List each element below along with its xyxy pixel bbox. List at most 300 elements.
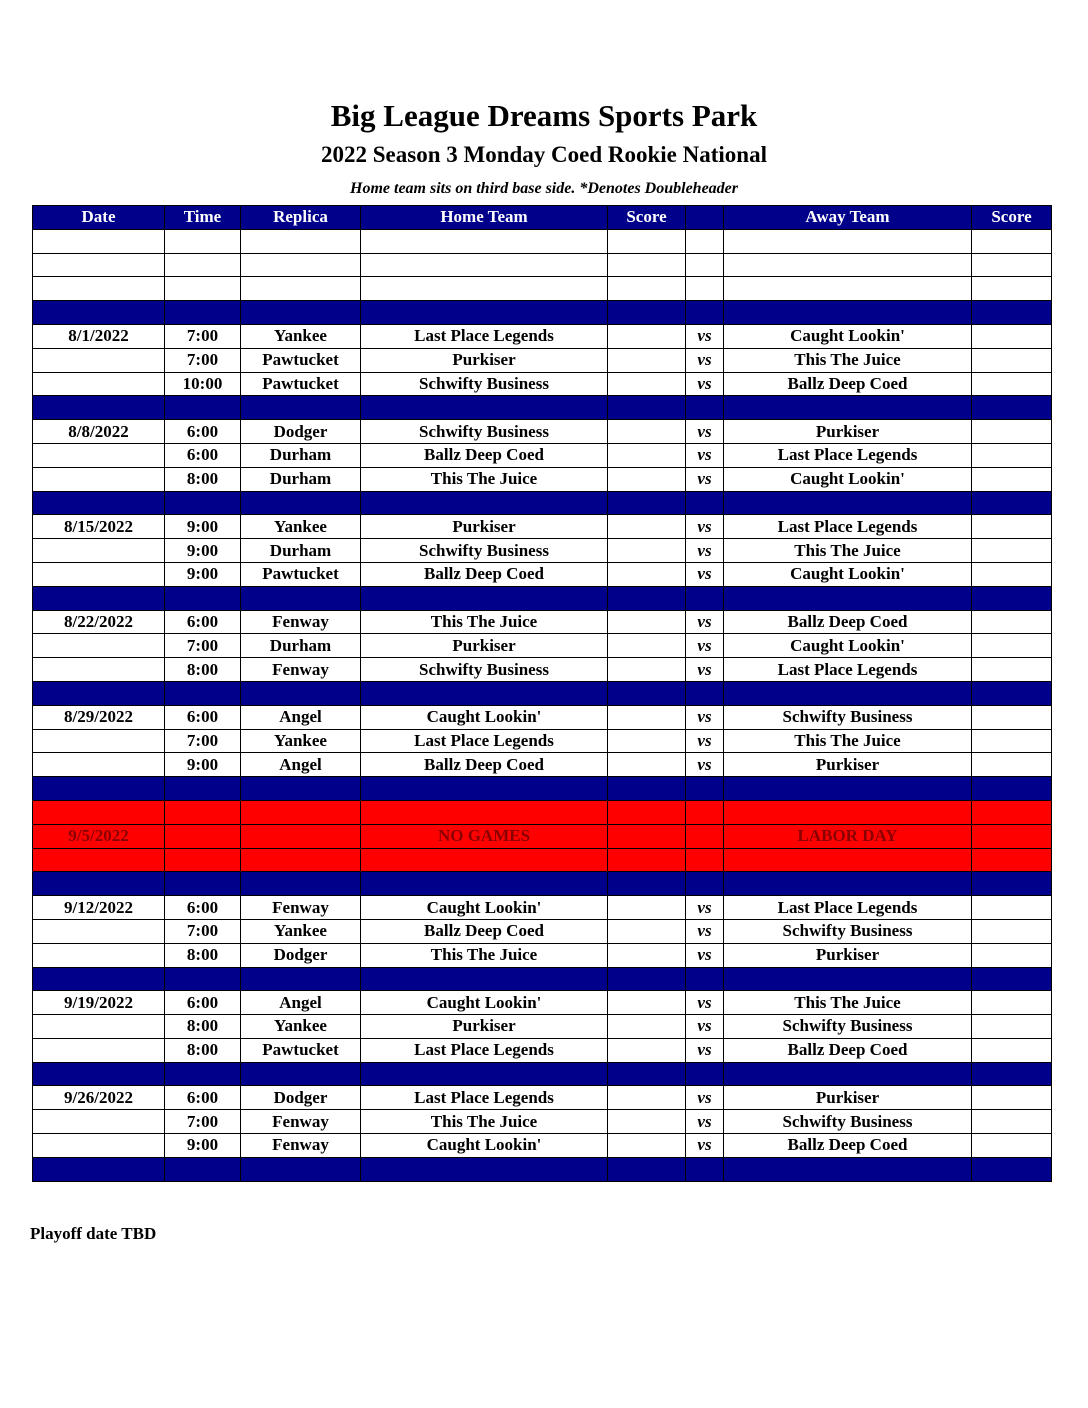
away-team-cell [724, 967, 972, 991]
week-separator-row [33, 491, 1052, 515]
vs-cell [686, 681, 724, 705]
away-score-cell [972, 729, 1052, 753]
replica-cell: Yankee [241, 515, 361, 539]
home-score-cell [608, 848, 686, 872]
away-team-cell [724, 777, 972, 801]
away-team-cell: Purkiser [724, 753, 972, 777]
replica-cell [241, 824, 361, 848]
away-team-cell: Purkiser [724, 943, 972, 967]
header-row [33, 206, 1052, 230]
vs-cell [686, 491, 724, 515]
time-cell: 7:00 [165, 729, 241, 753]
replica-cell [241, 1157, 361, 1181]
home-team-cell [361, 848, 608, 872]
home-score-cell [608, 681, 686, 705]
away-team-cell: Ballz Deep Coed [724, 372, 972, 396]
vs-cell: vs [686, 420, 724, 444]
away-team-cell [724, 301, 972, 325]
home-score-cell [608, 1157, 686, 1181]
home-score-cell [608, 872, 686, 896]
date-cell [33, 253, 165, 277]
home-score-cell [608, 800, 686, 824]
replica-cell [241, 253, 361, 277]
time-cell: 6:00 [165, 610, 241, 634]
home-score-cell [608, 991, 686, 1015]
away-team-cell [724, 229, 972, 253]
game-row [33, 443, 1052, 467]
date-cell [33, 1134, 165, 1158]
home-team-cell [361, 491, 608, 515]
vs-cell [686, 777, 724, 801]
time-cell: 8:00 [165, 658, 241, 682]
col-time: Time [165, 206, 241, 230]
date-cell [33, 539, 165, 563]
time-cell [165, 229, 241, 253]
replica-cell: Fenway [241, 658, 361, 682]
away-score-cell [972, 967, 1052, 991]
away-score-cell [972, 1062, 1052, 1086]
vs-cell: vs [686, 348, 724, 372]
home-team-cell: Last Place Legends [361, 729, 608, 753]
game-row [33, 348, 1052, 372]
blank-row [33, 277, 1052, 301]
page-title: Big League Dreams Sports Park [330, 98, 758, 133]
home-team-cell: Ballz Deep Coed [361, 919, 608, 943]
away-team-cell: Ballz Deep Coed [724, 1134, 972, 1158]
away-team-cell [724, 872, 972, 896]
away-team-cell [724, 277, 972, 301]
replica-cell [241, 967, 361, 991]
away-score-cell [972, 681, 1052, 705]
date-cell [33, 753, 165, 777]
game-row [33, 1038, 1052, 1062]
holiday-row [33, 848, 1052, 872]
replica-cell: Durham [241, 467, 361, 491]
col-date: Date [33, 206, 165, 230]
replica-cell: Fenway [241, 896, 361, 920]
date-cell [33, 467, 165, 491]
time-cell [165, 967, 241, 991]
home-team-cell: Schwifty Business [361, 539, 608, 563]
away-team-cell [724, 1062, 972, 1086]
replica-cell: Yankee [241, 919, 361, 943]
time-cell: 9:00 [165, 515, 241, 539]
time-cell: 6:00 [165, 1086, 241, 1110]
col-home-team: Home Team [361, 206, 608, 230]
time-cell: 6:00 [165, 705, 241, 729]
home-team-cell: Purkiser [361, 634, 608, 658]
week-separator-row [33, 586, 1052, 610]
date-cell: 9/5/2022 [33, 824, 165, 848]
date-cell [33, 301, 165, 325]
replica-cell: Pawtucket [241, 348, 361, 372]
vs-cell: vs [686, 634, 724, 658]
home-score-cell [608, 420, 686, 444]
time-cell [165, 277, 241, 301]
home-team-cell: Ballz Deep Coed [361, 443, 608, 467]
away-score-cell [972, 372, 1052, 396]
home-team-cell: Last Place Legends [361, 324, 608, 348]
away-score-cell [972, 277, 1052, 301]
home-score-cell [608, 1086, 686, 1110]
away-team-cell: Schwifty Business [724, 1015, 972, 1039]
vs-cell: vs [686, 372, 724, 396]
footer-note: Playoff date TBD [30, 1224, 157, 1243]
time-cell [165, 800, 241, 824]
vs-cell [686, 586, 724, 610]
home-score-cell [608, 586, 686, 610]
game-row [33, 919, 1052, 943]
game-row [33, 658, 1052, 682]
vs-cell [686, 1157, 724, 1181]
home-score-cell [608, 396, 686, 420]
page-subtitle: 2022 Season 3 Monday Coed Rookie National [321, 142, 767, 167]
date-cell [33, 1038, 165, 1062]
col-away-score: Score [972, 206, 1052, 230]
game-row [33, 896, 1052, 920]
vs-cell: vs [686, 1086, 724, 1110]
home-score-cell [608, 229, 686, 253]
date-cell: 8/15/2022 [33, 515, 165, 539]
time-cell [165, 681, 241, 705]
time-cell: 9:00 [165, 562, 241, 586]
time-cell [165, 396, 241, 420]
vs-cell: vs [686, 753, 724, 777]
away-score-cell [972, 658, 1052, 682]
col-away-team: Away Team [724, 206, 972, 230]
home-team-cell: Purkiser [361, 348, 608, 372]
time-cell: 8:00 [165, 1038, 241, 1062]
time-cell [165, 1062, 241, 1086]
away-score-cell [972, 420, 1052, 444]
away-team-cell [724, 491, 972, 515]
time-cell: 7:00 [165, 634, 241, 658]
time-cell [165, 824, 241, 848]
date-cell [33, 491, 165, 515]
away-score-cell [972, 443, 1052, 467]
away-score-cell [972, 539, 1052, 563]
date-cell [33, 943, 165, 967]
date-cell [33, 396, 165, 420]
away-score-cell [972, 824, 1052, 848]
replica-cell: Dodger [241, 420, 361, 444]
home-team-cell: Ballz Deep Coed [361, 562, 608, 586]
date-cell [33, 848, 165, 872]
col-vs [686, 206, 724, 230]
time-cell: 7:00 [165, 348, 241, 372]
vs-cell: vs [686, 1038, 724, 1062]
date-cell [33, 919, 165, 943]
week-separator-row [33, 1157, 1052, 1181]
vs-cell: vs [686, 658, 724, 682]
vs-cell [686, 872, 724, 896]
away-score-cell [972, 562, 1052, 586]
home-score-cell [608, 610, 686, 634]
time-cell: 6:00 [165, 991, 241, 1015]
blank-row [33, 253, 1052, 277]
home-team-cell: Schwifty Business [361, 372, 608, 396]
home-score-cell [608, 658, 686, 682]
time-cell: 9:00 [165, 1134, 241, 1158]
game-row [33, 1015, 1052, 1039]
date-cell [33, 372, 165, 396]
vs-cell: vs [686, 729, 724, 753]
game-row [33, 943, 1052, 967]
week-separator-row [33, 1062, 1052, 1086]
replica-cell: Yankee [241, 324, 361, 348]
replica-cell: Yankee [241, 729, 361, 753]
date-cell [33, 277, 165, 301]
home-team-cell [361, 800, 608, 824]
vs-cell [686, 800, 724, 824]
schedule-note: Home team sits on third base side. *Denotes Doubleheader [350, 180, 738, 197]
home-score-cell [608, 539, 686, 563]
away-score-cell [972, 777, 1052, 801]
home-team-cell: Last Place Legends [361, 1038, 608, 1062]
replica-cell: Dodger [241, 943, 361, 967]
time-cell: 7:00 [165, 324, 241, 348]
away-score-cell [972, 848, 1052, 872]
replica-cell: Durham [241, 443, 361, 467]
week-separator-row [33, 777, 1052, 801]
away-score-cell [972, 1134, 1052, 1158]
date-cell [33, 681, 165, 705]
home-score-cell [608, 943, 686, 967]
home-score-cell [608, 348, 686, 372]
replica-cell [241, 681, 361, 705]
date-cell [33, 777, 165, 801]
vs-cell [686, 824, 724, 848]
vs-cell: vs [686, 467, 724, 491]
date-cell: 8/22/2022 [33, 610, 165, 634]
home-team-cell: This The Juice [361, 1110, 608, 1134]
home-score-cell [608, 896, 686, 920]
home-team-cell: Caught Lookin' [361, 1134, 608, 1158]
away-score-cell [972, 896, 1052, 920]
replica-cell [241, 301, 361, 325]
date-cell [33, 229, 165, 253]
vs-cell: vs [686, 610, 724, 634]
away-score-cell [972, 919, 1052, 943]
vs-cell: vs [686, 562, 724, 586]
away-team-cell: Schwifty Business [724, 705, 972, 729]
home-score-cell [608, 919, 686, 943]
date-cell [33, 800, 165, 824]
replica-cell: Durham [241, 539, 361, 563]
game-row [33, 991, 1052, 1015]
away-score-cell [972, 467, 1052, 491]
schedule-body [33, 229, 1052, 1181]
schedule-table [32, 205, 1052, 1182]
game-row [33, 634, 1052, 658]
replica-cell: Pawtucket [241, 372, 361, 396]
vs-cell: vs [686, 896, 724, 920]
game-row [33, 1134, 1052, 1158]
away-score-cell [972, 1110, 1052, 1134]
home-team-cell [361, 1157, 608, 1181]
home-team-cell: Caught Lookin' [361, 896, 608, 920]
time-cell: 9:00 [165, 539, 241, 563]
home-score-cell [608, 705, 686, 729]
home-team-cell [361, 777, 608, 801]
replica-cell [241, 277, 361, 301]
time-cell: 10:00 [165, 372, 241, 396]
vs-cell [686, 396, 724, 420]
vs-cell: vs [686, 1110, 724, 1134]
home-team-cell: Ballz Deep Coed [361, 753, 608, 777]
home-score-cell [608, 491, 686, 515]
date-cell: 8/8/2022 [33, 420, 165, 444]
away-team-cell [724, 1157, 972, 1181]
away-team-cell: Last Place Legends [724, 896, 972, 920]
home-team-cell: Schwifty Business [361, 420, 608, 444]
time-cell: 6:00 [165, 420, 241, 444]
date-cell [33, 1157, 165, 1181]
time-cell: 6:00 [165, 443, 241, 467]
vs-cell [686, 277, 724, 301]
home-team-cell: Caught Lookin' [361, 991, 608, 1015]
time-cell [165, 301, 241, 325]
home-team-cell: Last Place Legends [361, 1086, 608, 1110]
game-row [33, 539, 1052, 563]
away-score-cell [972, 753, 1052, 777]
game-row [33, 324, 1052, 348]
away-team-cell: Last Place Legends [724, 658, 972, 682]
replica-cell [241, 800, 361, 824]
away-score-cell [972, 1157, 1052, 1181]
game-row [33, 467, 1052, 491]
home-team-cell [361, 872, 608, 896]
home-team-cell [361, 586, 608, 610]
away-team-cell: Purkiser [724, 420, 972, 444]
replica-cell [241, 586, 361, 610]
home-team-cell: This The Juice [361, 610, 608, 634]
vs-cell [686, 253, 724, 277]
away-score-cell [972, 872, 1052, 896]
away-score-cell [972, 515, 1052, 539]
date-cell: 9/19/2022 [33, 991, 165, 1015]
game-row [33, 729, 1052, 753]
home-score-cell [608, 324, 686, 348]
replica-cell [241, 777, 361, 801]
replica-cell: Dodger [241, 1086, 361, 1110]
away-score-cell [972, 324, 1052, 348]
home-team-cell [361, 229, 608, 253]
away-score-cell [972, 586, 1052, 610]
blank-row [33, 229, 1052, 253]
away-team-cell: Schwifty Business [724, 919, 972, 943]
vs-cell: vs [686, 991, 724, 1015]
away-team-cell: Ballz Deep Coed [724, 1038, 972, 1062]
away-score-cell [972, 943, 1052, 967]
away-score-cell [972, 253, 1052, 277]
home-score-cell [608, 634, 686, 658]
vs-cell [686, 229, 724, 253]
vs-cell: vs [686, 539, 724, 563]
date-cell [33, 443, 165, 467]
away-score-cell [972, 991, 1052, 1015]
week-separator-row [33, 396, 1052, 420]
away-score-cell [972, 1015, 1052, 1039]
home-score-cell [608, 1062, 686, 1086]
date-cell [33, 872, 165, 896]
game-row [33, 420, 1052, 444]
away-team-cell [724, 848, 972, 872]
away-score-cell [972, 229, 1052, 253]
replica-cell: Angel [241, 705, 361, 729]
home-team-cell: Purkiser [361, 515, 608, 539]
away-score-cell [972, 301, 1052, 325]
away-team-cell: Ballz Deep Coed [724, 610, 972, 634]
holiday-row [33, 824, 1052, 848]
home-score-cell [608, 729, 686, 753]
vs-cell [686, 301, 724, 325]
away-team-cell: Caught Lookin' [724, 324, 972, 348]
time-cell: 8:00 [165, 467, 241, 491]
away-team-cell [724, 253, 972, 277]
vs-cell: vs [686, 515, 724, 539]
home-score-cell [608, 1110, 686, 1134]
home-score-cell [608, 443, 686, 467]
week-separator-row [33, 967, 1052, 991]
home-team-cell [361, 301, 608, 325]
vs-cell: vs [686, 919, 724, 943]
away-score-cell [972, 800, 1052, 824]
date-cell [33, 634, 165, 658]
home-team-cell [361, 396, 608, 420]
date-cell [33, 967, 165, 991]
home-team-cell [361, 681, 608, 705]
col-replica: Replica [241, 206, 361, 230]
away-score-cell [972, 634, 1052, 658]
away-team-cell: Last Place Legends [724, 515, 972, 539]
home-score-cell [608, 967, 686, 991]
replica-cell: Pawtucket [241, 562, 361, 586]
replica-cell: Fenway [241, 1134, 361, 1158]
away-team-cell: Last Place Legends [724, 443, 972, 467]
home-team-cell: This The Juice [361, 943, 608, 967]
game-row [33, 372, 1052, 396]
time-cell: 8:00 [165, 943, 241, 967]
date-cell: 9/26/2022 [33, 1086, 165, 1110]
time-cell [165, 777, 241, 801]
date-cell [33, 562, 165, 586]
replica-cell [241, 396, 361, 420]
away-team-cell: This The Juice [724, 991, 972, 1015]
home-team-cell: Caught Lookin' [361, 705, 608, 729]
vs-cell: vs [686, 443, 724, 467]
replica-cell: Pawtucket [241, 1038, 361, 1062]
time-cell: 8:00 [165, 1015, 241, 1039]
home-score-cell [608, 753, 686, 777]
game-row [33, 515, 1052, 539]
away-score-cell [972, 396, 1052, 420]
home-score-cell [608, 515, 686, 539]
game-row [33, 1110, 1052, 1134]
home-score-cell [608, 1038, 686, 1062]
time-cell [165, 1157, 241, 1181]
away-team-cell: This The Juice [724, 539, 972, 563]
away-team-cell: Purkiser [724, 1086, 972, 1110]
home-team-cell: NO GAMES [361, 824, 608, 848]
date-cell: 8/1/2022 [33, 324, 165, 348]
replica-cell [241, 491, 361, 515]
replica-cell: Yankee [241, 1015, 361, 1039]
away-score-cell [972, 610, 1052, 634]
replica-cell: Angel [241, 753, 361, 777]
date-cell: 9/12/2022 [33, 896, 165, 920]
away-team-cell: Caught Lookin' [724, 634, 972, 658]
